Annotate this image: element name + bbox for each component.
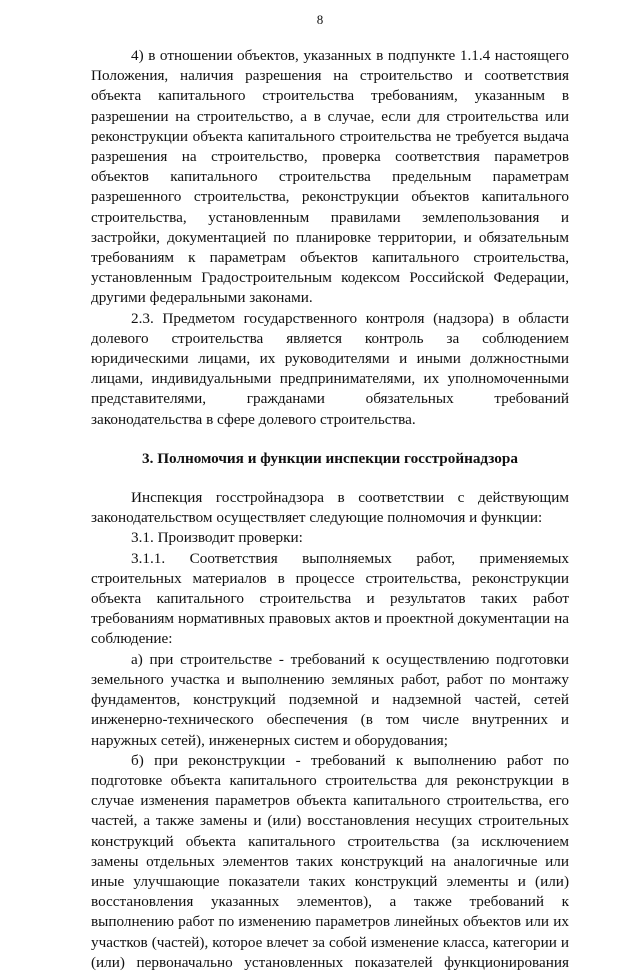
paragraph-2-3: 2.3. Предметом государственного контроля (надзора) в области долевого строительства является контроль за соблюдением юридическими лицами, их руководителями и иными должностными лицами, индивидуальными предпринимателями, их уполномоченными представителями, гражданами обязательных требований законодательства в сфере долевого строительства. (91, 309, 569, 428)
paragraph-item-4: 4) в отношении объектов, указанных в подпункте 1.1.4 настоящего Положения, наличия разрешения на строительство и соответствия объекта капитального строительства требованиям, указанным в разрешении на строительство, а в случае, если для строительства или реконструкции объекта капитального строительства не требуется выдача разрешения на строительство, проверка соответствия параметров объектов капитального строительства предельным параметрам разрешенного строительства, реконструкции объектов капитального строительства, установленным правилами землепользования и застройки, документацией по планировке территории, и обязательным требованиям к параметрам объектов капитального строительства, установленным Градостроительным кодексом Российской Федерации, другими федеральными законами. (91, 47, 569, 307)
paragraph-item-a: а) при строительстве - требований к осуществлению подготовки земельного участка и выполнению земляных работ, работ по монтажу фундаментов, конструкций подземной и надземной частей, сетей инженерно-технического обеспечения (в том числе внутренних и наружных сетей), инженерных систем и оборудования; (91, 650, 569, 749)
paragraph-intro: Инспекция госстройнадзора в соответствии с действующим законодательством осуществляет следующие полномочия и функции: (91, 489, 569, 527)
paragraph-3-1-1: 3.1.1. Соответствия выполняемых работ, применяемых строительных материалов в процессе строительства, реконструкции объекта капитального строительства и результатов таких работ требованиям нормативных правовых актов и проектной документации на соблюдение: (91, 549, 569, 648)
paragraph-3-1: 3.1. Производит проверки: (131, 529, 303, 547)
section-heading: 3. Полномочия и функции инспекции госстройнадзора (142, 449, 518, 467)
body-text (91, 46, 569, 973)
paragraph-item-b: б) при реконструкции - требований к выполнению работ по подготовке объекта капитального строительства для реконструкции в случае изменения параметров объекта капитального строительства, его частей, а также замены и (или) восстановления несущих строительных конструкций объекта капитального строительства (за исключением замены отдельных элементов таких конструкций на аналогичные или иные улучшающие показатели таких конструкций элементы и (или) восстановления указанных элементов), а также требований к выполнению работ по изменению параметров линейных объектов или их участков (частей), которое влечет за собой изменение класса, категории и (или) первоначально установленных показателей функционирования (91, 751, 569, 971)
page-number: 8 (316, 12, 324, 27)
